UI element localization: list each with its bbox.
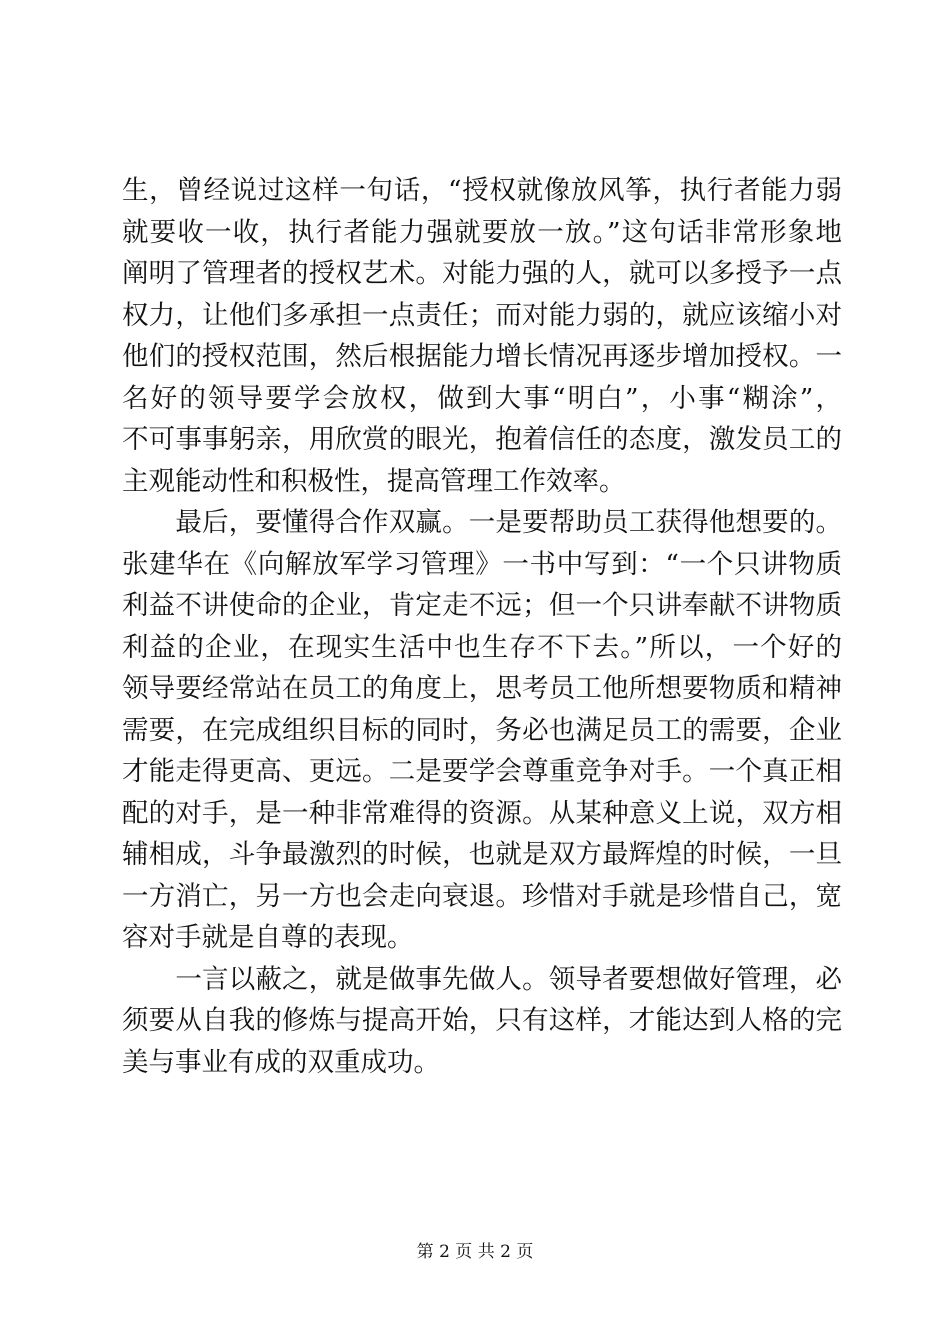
text-line: 名好的领导要学会放权，做到大事“明白”，小事“糊涂”， bbox=[122, 382, 842, 414]
text-line: 一方消亡，另一方也会走向衰退。珍惜对手就是珍惜自己，宽 bbox=[122, 880, 842, 912]
text-line: 利益的企业，在现实生活中也生存不下去。”所以，一个好的 bbox=[122, 631, 842, 663]
text-line: 领导要经常站在员工的角度上，思考员工他所想要物质和精神 bbox=[122, 673, 842, 704]
text-line: 权力，让他们多承担一点责任；而对能力弱的，就应该缩小对 bbox=[122, 299, 842, 331]
text-line: 就要收一收，执行者能力强就要放一放。”这句话非常形象地 bbox=[122, 216, 842, 248]
page-footer: 第 2 页 共 2 页 bbox=[416, 1242, 534, 1262]
text-line: 一言以蔽之，就是做事先做人。领导者要想做好管理，必 bbox=[122, 963, 842, 995]
text-line: 主观能动性和积极性，提高管理工作效率。 bbox=[122, 465, 626, 497]
text-line: 容对手就是自尊的表现。 bbox=[122, 922, 414, 953]
text-line: 美与事业有成的双重成功。 bbox=[122, 1046, 440, 1078]
text-line: 需要，在完成组织目标的同时，务必也满足员工的需要，企业 bbox=[122, 714, 842, 746]
text-line: 须要从自我的修炼与提高开始，只有这样，才能达到人格的完 bbox=[122, 1005, 842, 1036]
text-line: 张建华在《向解放军学习管理》一书中写到：“一个只讲物质 bbox=[122, 548, 842, 580]
text-line: 辅相成，斗争最激烈的时候，也就是双方最辉煌的时候，一旦 bbox=[122, 839, 842, 870]
text-line: 不可事事躬亲，用欣赏的眼光，抱着信任的态度，激发员工的 bbox=[122, 424, 842, 455]
text-line: 最后，要懂得合作双赢。一是要帮助员工获得他想要的。 bbox=[122, 507, 842, 538]
text-line: 生，曾经说过这样一句话，“授权就像放风筝，执行者能力弱 bbox=[122, 175, 842, 206]
text-line: 利益不讲使命的企业，肯定走不远；但一个只讲奉献不讲物质 bbox=[122, 590, 842, 621]
text-line: 配的对手，是一种非常难得的资源。从某种意义上说，双方相 bbox=[122, 797, 842, 829]
text-line: 才能走得更高、更远。二是要学会尊重竞争对手。一个真正相 bbox=[122, 756, 842, 787]
text-line: 阐明了管理者的授权艺术。对能力强的人，就可以多授予一点 bbox=[122, 258, 842, 289]
text-line: 他们的授权范围，然后根据能力增长情况再逐步增加授权。一 bbox=[122, 341, 842, 372]
document-body bbox=[122, 170, 842, 1083]
